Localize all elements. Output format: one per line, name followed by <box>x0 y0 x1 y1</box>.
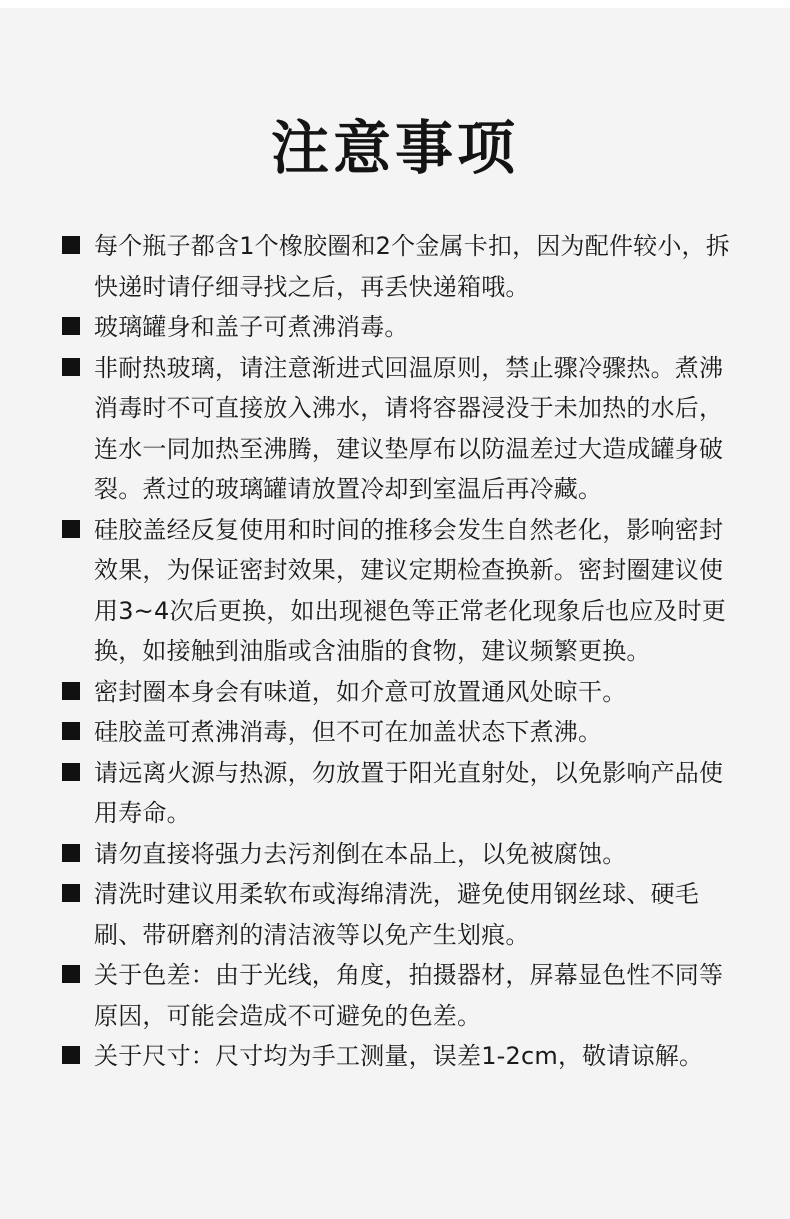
list-item-text: 硅胶盖经反复使用和时间的推移会发生自然老化，影响密封效果，为保证密封效果，建议定期检查换新。密封圈建议使用3~4次后更换，如出现褪色等正常老化现象后也应及时更换，如接触到油脂或含油脂的食物，建议频繁更换。 <box>94 515 727 665</box>
square-bullet-icon <box>62 844 80 862</box>
top-strip <box>0 0 790 8</box>
list-item <box>60 510 740 672</box>
square-bullet-icon <box>62 965 80 983</box>
square-bullet-icon <box>62 722 80 740</box>
square-bullet-icon <box>62 1046 80 1064</box>
list-item <box>60 348 740 510</box>
list-item-text: 清洗时建议用柔软布或海绵清洗，避免使用钢丝球、硬毛刷、带研磨剂的清洁液等以免产生划痕。 <box>94 880 699 949</box>
square-bullet-icon <box>62 520 80 538</box>
square-bullet-icon <box>62 884 80 902</box>
list-item-text: 密封圈本身会有味道，如介意可放置通风处晾干。 <box>94 677 627 706</box>
list-item <box>60 672 740 713</box>
list-item-text: 关于尺寸：尺寸均为手工测量，误差1-2cm，敬请谅解。 <box>94 1042 704 1070</box>
square-bullet-icon <box>62 317 80 335</box>
list-item-text: 请远离火源与热源，勿放置于阳光直射处，以免影响产品使用寿命。 <box>94 758 724 827</box>
list-item <box>60 753 740 834</box>
square-bullet-icon <box>62 236 80 254</box>
list-item <box>60 874 740 955</box>
square-bullet-icon <box>62 763 80 781</box>
notice-list <box>60 226 740 1077</box>
list-item <box>60 307 740 348</box>
list-item <box>60 834 740 875</box>
page-title: 注意事项 <box>270 114 519 182</box>
list-item <box>60 712 740 753</box>
list-item-text: 硅胶盖可煮沸消毒，但不可在加盖状态下煮沸。 <box>94 718 603 746</box>
list-item-text: 关于色差：由于光线，角度，拍摄器材，屏幕显色性不同等原因，可能会造成不可避免的色差。 <box>94 961 724 1030</box>
square-bullet-icon <box>62 682 80 700</box>
list-item <box>60 226 740 307</box>
square-bullet-icon <box>62 358 80 376</box>
list-item <box>60 1036 740 1077</box>
list-item-text: 非耐热玻璃，请注意渐进式回温原则，禁止骤冷骤热。煮沸消毒时不可直接放入沸水，请将容器浸没于未加热的水后，连水一同加热至沸腾，建议垫厚布以防温差过大造成罐身破裂。煮过的玻璃罐请放置冷却到室温后再冷藏。 <box>94 353 724 503</box>
list-item-text: 请勿直接将强力去污剂倒在本品上，以免被腐蚀。 <box>94 839 627 868</box>
list-item-text: 玻璃罐身和盖子可煮沸消毒。 <box>94 313 409 341</box>
list-item-text: 每个瓶子都含1个橡胶圈和2个金属卡扣，因为配件较小，拆快递时请仔细寻找之后，再丢快递箱哦。 <box>94 232 730 301</box>
list-item <box>60 955 740 1036</box>
